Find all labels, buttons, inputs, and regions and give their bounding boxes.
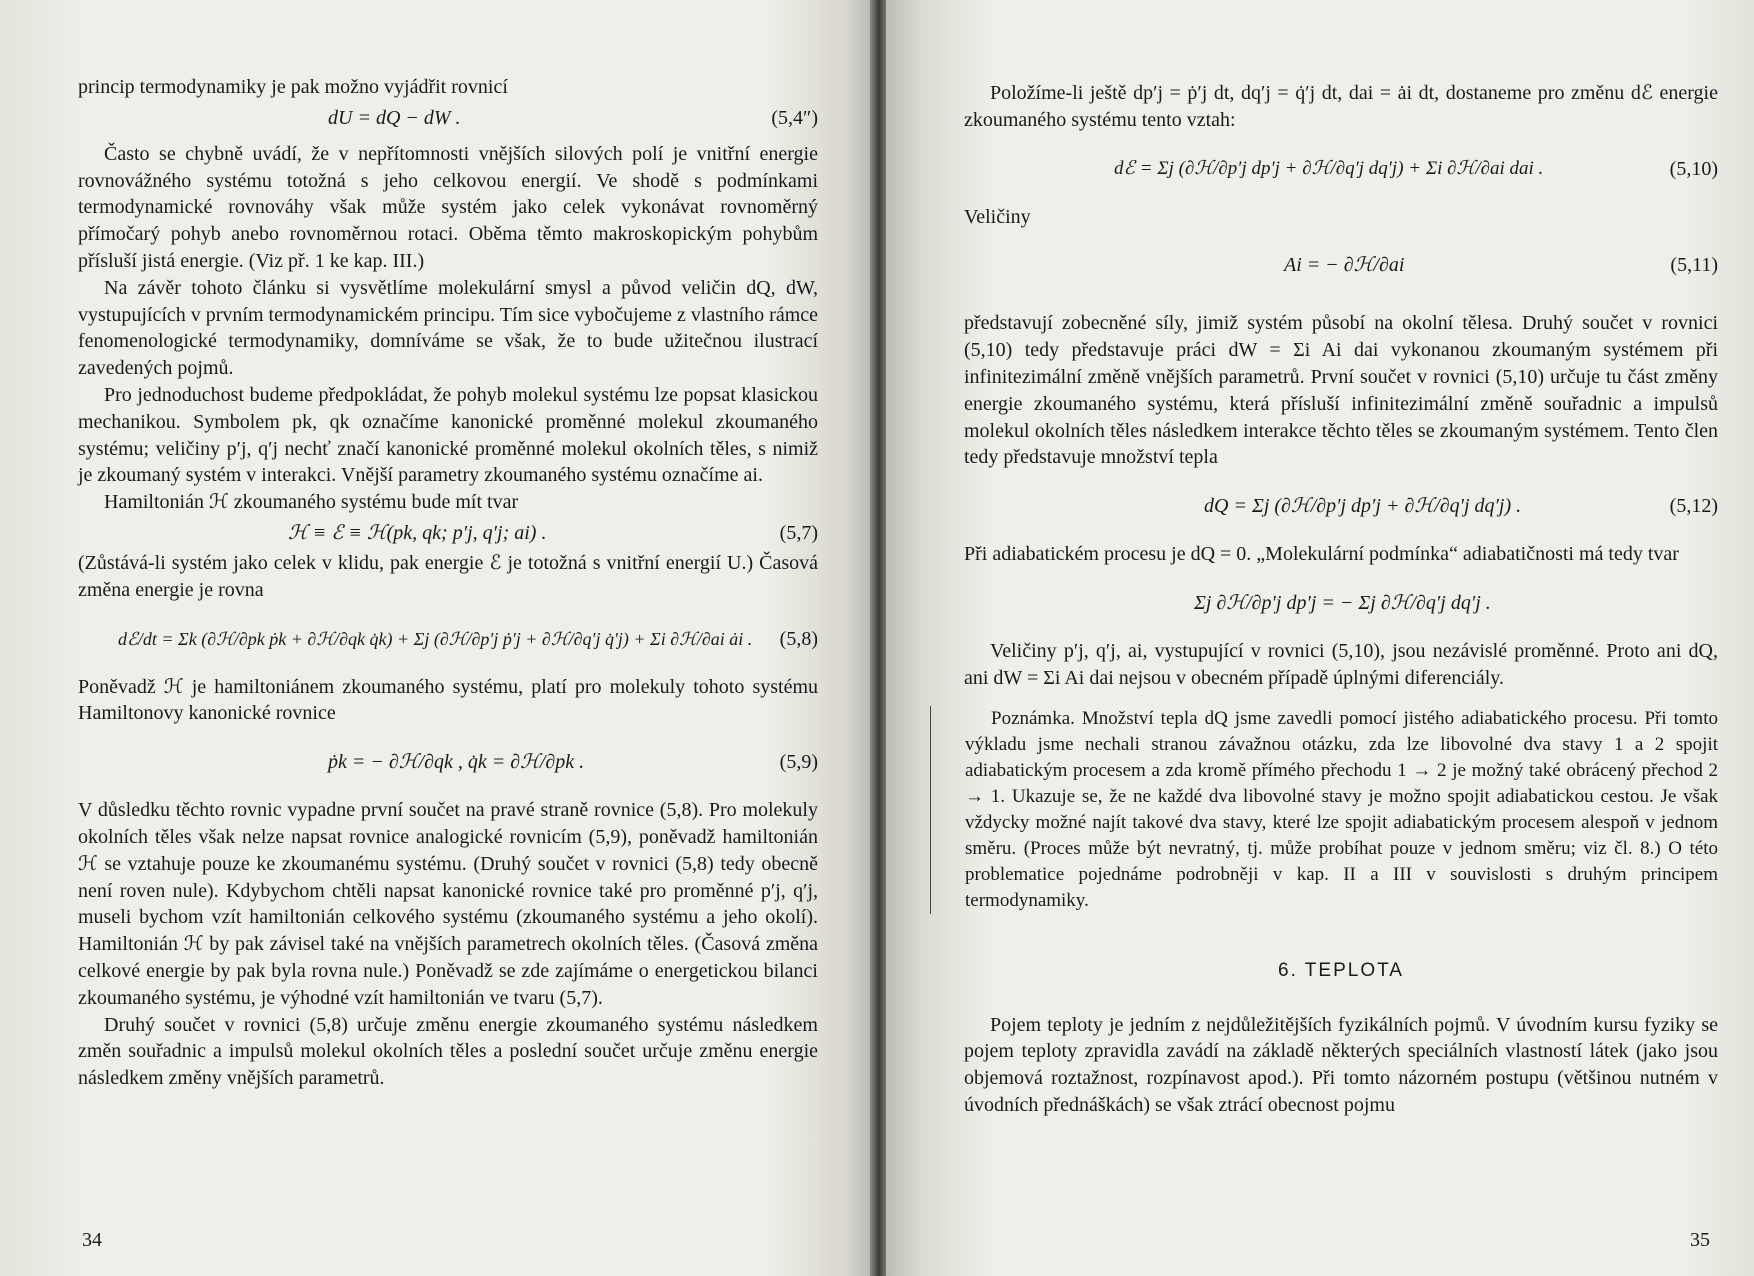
right-page: [886, 0, 1754, 1276]
paragraph: Veličiny p′j, q′j, ai, vystupující v rovnici (5,10), jsou nezávislé proměnné. Proto ani dQ, ani dW = Σi Ai dai nejsou v obecném případě úplnými diferenciály.: [964, 639, 1718, 689]
equation-body: ℋ ≡ ℰ ≡ ℋ(pk, qk; p′j, q′j; ai) .: [288, 521, 547, 544]
equation-number: (5,9): [779, 751, 818, 774]
equation-number: (5,8): [779, 627, 818, 650]
equation-5-12: [964, 471, 1718, 541]
left-page: [0, 0, 872, 1276]
equation-body: dℰ/dt = Σk (∂ℋ/∂pk ṗk + ∂ℋ/∂qk q̇k) + Σj (∂ℋ/∂p′j ṗ′j + ∂ℋ/∂q′j q̇′j) + Σi ∂ℋ/∂ai ȧi .: [118, 628, 753, 649]
equation-body: dU = dQ − dW .: [328, 106, 461, 129]
paragraph: představují zobecněné síly, jimiž systém působí na okolní tělesa. Druhý součet v rovnici (5,10) tedy představuje práci dW = Σi Ai dai vykonanou zkoumaným systémem při infinitezimální změně vnějších parametrů. První součet v rovnici (5,10) určuje tu část změny energie zkoumaného systému, která přísluší infinitezimální změně souřadnic a impulsů molekul okolních těles následkem interakce těchto těles se zkoumaným systémem. Tento člen tedy představuje množství tepla: [964, 312, 1718, 469]
note-text: Poznámka. Množství tepla dQ jsme zavedli pomocí jistého adiabatického procesu. Při tomto výkladu jsme nechali stranou závažnou otázku, zda lze libovolné dva stavy 1 a 2 spojit adiabatickým procesem a zda kromě přímého přechodu 1 → 2 je možný také obrácený přechod 2 → 1. Ukazuje se, že ne každé dva libovolné stavy je možno spojit adiabatickou cestou. Je však vždycky možné najít takové dva stavy, které lze spojit adiabatickým procesem alespoň v jednom směru. (Proces může být nevratný, tj. může probíhat pouze v jednom směru; viz čl. 8.) O této problematice pojednáme podrobněji v kap. II a III v souvislosti s druhým principem termodynamiky.: [965, 707, 1718, 911]
equation-body: Ai = − ∂ℋ/∂ai: [1284, 254, 1405, 277]
equation-5-7: [78, 516, 818, 550]
paragraph: Na závěr tohoto článku si vysvětlíme molekulární smysl a původ veličin dQ, dW, vystupujících v prvním termodynamickém principu. Tím sice vybočujeme z vlastního rámce fenomenologické termodynamiky, domníváme se však, že to bude užitečnou ilustrací zavedených pojmů.: [78, 276, 818, 380]
paragraph: Poněvadž ℋ je hamiltoniánem zkoumaného systému, platí pro molekuly tohoto systému Hamiltonovy kanonické rovnice: [78, 675, 818, 725]
section-title: 6. TEPLOTA: [1278, 959, 1404, 981]
paragraph: princip termodynamiky je pak možno vyjádřit rovnicí: [78, 76, 508, 98]
equation-5-4: [78, 101, 818, 135]
paragraph: V důsledku těchto rovnic vypadne první součet na pravé straně rovnice (5,8). Pro molekuly okolních těles však nelze napsat rovnice analogické rovnicím (5,9), poněvadž hamiltonián ℋ se vztahuje pouze ke zkoumanému systému. (Druhý součet v rovnici (5,8) tedy obecně není roven nule). Kdybychom chtěli napsat kanonické rovnice také pro proměnné p′j, q′j, museli bychom vzít hamiltonián celkového systému (zkoumaného systému a jeho okolí). Hamiltonián ℋ by pak závisel také na vnějších parametrech okolních těles. (Časová změna celkové energie by pak byla rovna nule.) Poněvadž se zde zajímáme o energetickou bilanci zkoumaného systému, je výhodné vzít hamiltonián ve tvaru (5,7).: [78, 799, 818, 1009]
page-number: 35: [1690, 1229, 1710, 1251]
equation-number: (5,11): [1670, 254, 1718, 277]
paragraph: Pro jednoduchost budeme předpokládat, že pohyb molekul systému lze popsat klasickou mechanikou. Symbolem pk, qk označíme kanonické proměnné molekul zkoumaného systému; veličiny p′j, q′j nechť značí kanonické proměnné molekul okolních těles, s nimiž je zkoumaný systém v interakci. Vnější parametry zkoumaného systému označíme ai.: [78, 383, 818, 487]
equation-5-8: [78, 604, 818, 674]
note-block: [930, 706, 1718, 914]
equation-number: (5,7): [779, 521, 818, 544]
paragraph: Při adiabatickém procesu je dQ = 0. „Molekulární podmínka“ adiabatičnosti má tedy tvar: [964, 543, 1679, 566]
equation-5-9: [78, 727, 818, 797]
paragraph: (Zůstává-li systém jako celek v klidu, pak energie ℰ je totožná s vnitřní energií U.) Časová změna energie je rovna: [78, 551, 818, 601]
paragraph: Hamiltonián ℋ zkoumaného systému bude mít tvar: [104, 491, 519, 514]
equation-body: dQ = Σj (∂ℋ/∂p′j dp′j + ∂ℋ/∂q′j dq′j) .: [1204, 495, 1522, 518]
equation-body: dℰ = Σj (∂ℋ/∂p′j dp′j + ∂ℋ/∂q′j dq′j) + Σi ∂ℋ/∂ai dai .: [1114, 157, 1544, 179]
paragraph: Často se chybně uvádí, že v nepřítomnosti vnějších silových polí je vnitřní energie rovnovážného systému totožná s jeho celkovou energií. Ve shodě s podmínkami termodynamické rovnováhy však může systém jako celek vykonávat rovnoměrný přímočarý pohyb anebo rovnoměrnou rotaci. Oběma těmto makroskopickým pohybům přísluší jistá energie. (Viz př. 1 ke kap. III.): [78, 142, 818, 272]
equation-body: ṗk = − ∂ℋ/∂qk , q̇k = ∂ℋ/∂pk .: [328, 751, 585, 774]
paragraph: Druhý součet v rovnici (5,8) určuje změnu energie zkoumaného systému následkem změn souřadnic a impulsů molekul okolních těles a poslední součet určuje změnu energie následkem změny vnějších parametrů.: [78, 1013, 818, 1090]
equation-number: (5,4″): [771, 106, 818, 129]
paragraph: Pojem teploty je jedním z nejdůležitějších fyzikálních pojmů. V úvodním kursu fyziky se pojem teploty zpravidla zavádí na základě některých speciálních vlastností látek (jako jsou objemová roztažnost, rozpínavost apod.). Při tomto názorném postupu (většinou nutném v úvodních přednáškách) se však ztrácí obecnost pojmu: [964, 1013, 1718, 1116]
paragraph: Veličiny: [964, 205, 1031, 228]
equation-5-11: [964, 230, 1718, 300]
page-number: 34: [82, 1229, 102, 1251]
equation-number: (5,10): [1669, 157, 1718, 180]
equation-body: Σj ∂ℋ/∂p′j dp′j = − Σj ∂ℋ/∂q′j dq′j .: [1194, 591, 1491, 614]
equation-adiabatic-condition: [964, 568, 1718, 638]
equation-number: (5,12): [1669, 495, 1718, 518]
equation-5-10: [964, 134, 1718, 204]
paragraph: Položíme-li ještě dp′j = ṗ′j dt, dq′j = q̇′j dt, dai = ȧi dt, dostaneme pro změnu dℰ energie zkoumaného systému tento vztah:: [964, 82, 1718, 131]
